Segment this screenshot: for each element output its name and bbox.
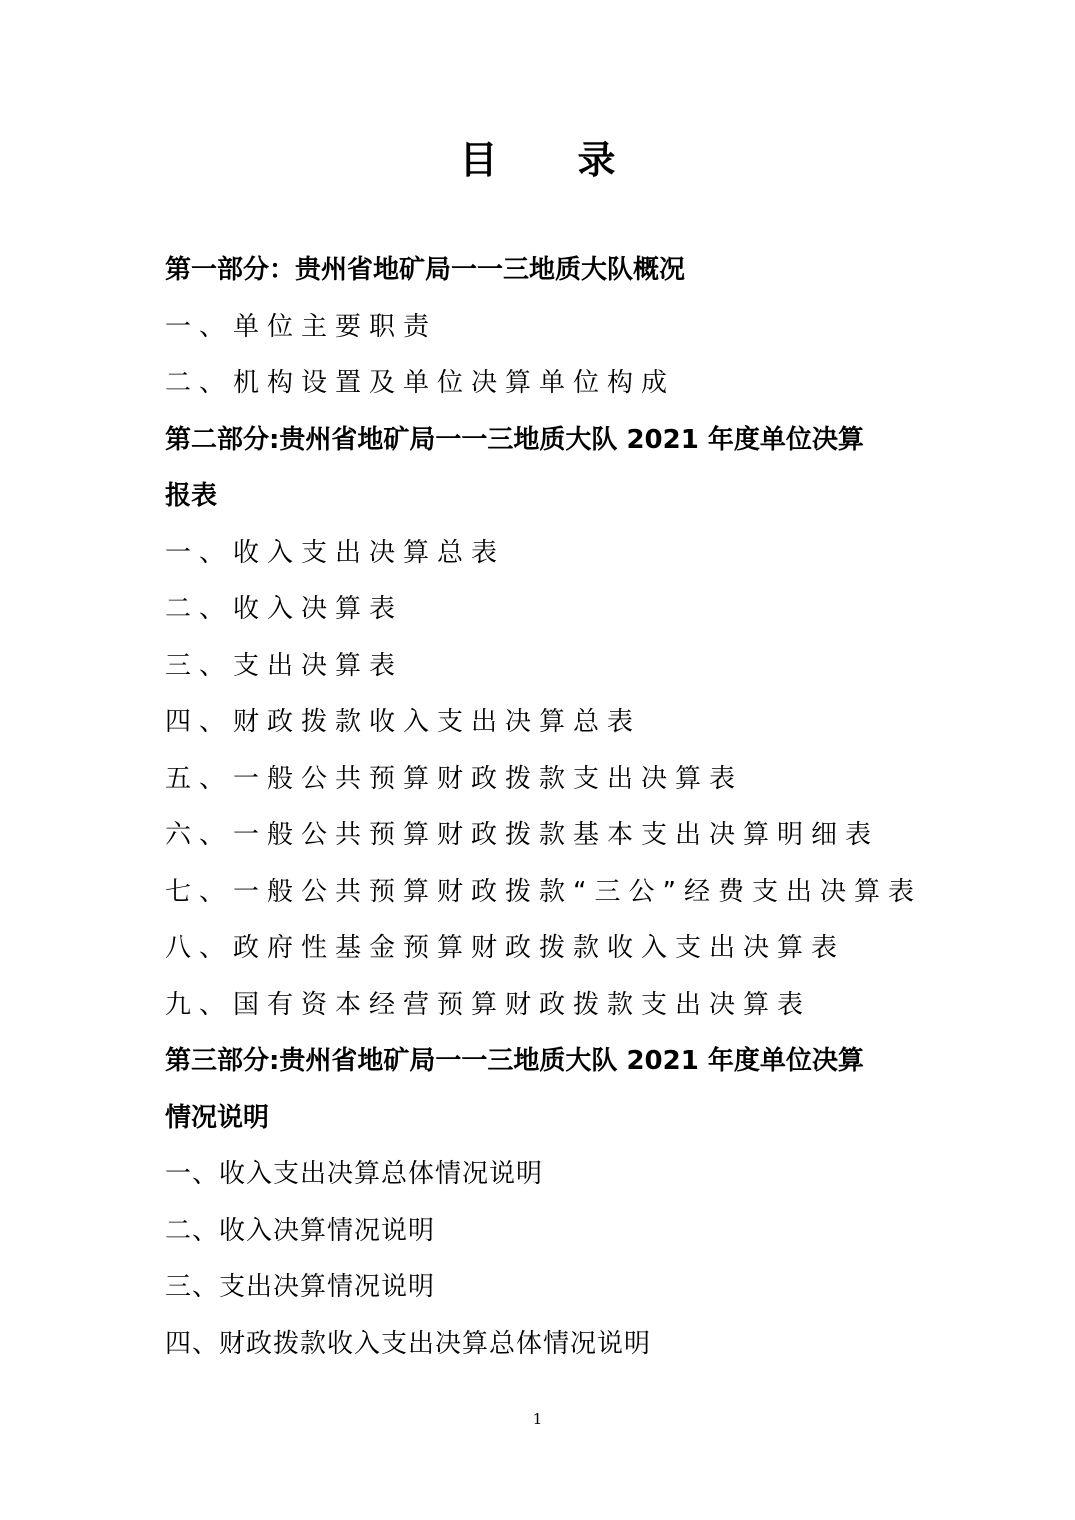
toc-item: 一、收入支出决算总表 (165, 537, 506, 568)
title-char-2: 录 (577, 138, 616, 182)
toc-item: 二、收入决算表 (165, 594, 404, 624)
title-char-1: 目 (459, 138, 498, 182)
toc-part-2-heading: 第二部分:贵州省地矿局一一三地质大队 2021 年度单位决算 (165, 424, 864, 455)
toc-item: 九、国有资本经营预算财政拨款支出决算表 (165, 989, 812, 1020)
toc-item: 三、支出决算表 (165, 650, 404, 681)
page-title (0, 130, 1075, 190)
toc-item: 六、一般公共预算财政拨款基本支出决算明细表 (165, 820, 880, 850)
toc-item: 一、收入支出决算总体情况说明 (165, 1159, 544, 1189)
toc-part-3-heading: 第三部分:贵州省地矿局一一三地质大队 2021 年度单位决算 (165, 1046, 864, 1076)
toc-item: 一、单位主要职责 (165, 311, 438, 342)
toc-item: 五、一般公共预算财政拨款支出决算表 (165, 763, 744, 794)
toc-item: 八、政府性基金预算财政拨款收入支出决算表 (165, 933, 846, 963)
toc-item: 三、支出决算情况说明 (165, 1272, 436, 1302)
page-number: 1 (532, 1410, 543, 1428)
toc-item: 四、财政拨款收入支出决算总体情况说明 (165, 1328, 652, 1359)
toc-part-3-heading-cont: 情况说明 (165, 1102, 270, 1133)
toc-item: 七、一般公共预算财政拨款“三公”经费支出决算表 (165, 876, 922, 907)
toc-item: 四、财政拨款收入支出决算总表 (165, 707, 642, 737)
toc-item: 二、机构设置及单位决算单位构成 (165, 368, 676, 398)
table-of-contents (165, 242, 935, 1372)
toc-item: 二、收入决算情况说明 (165, 1215, 436, 1246)
toc-part-1-heading: 第一部分：贵州省地矿局一一三地质大队概况 (165, 255, 686, 285)
toc-part-2-heading-cont: 报表 (165, 481, 218, 511)
